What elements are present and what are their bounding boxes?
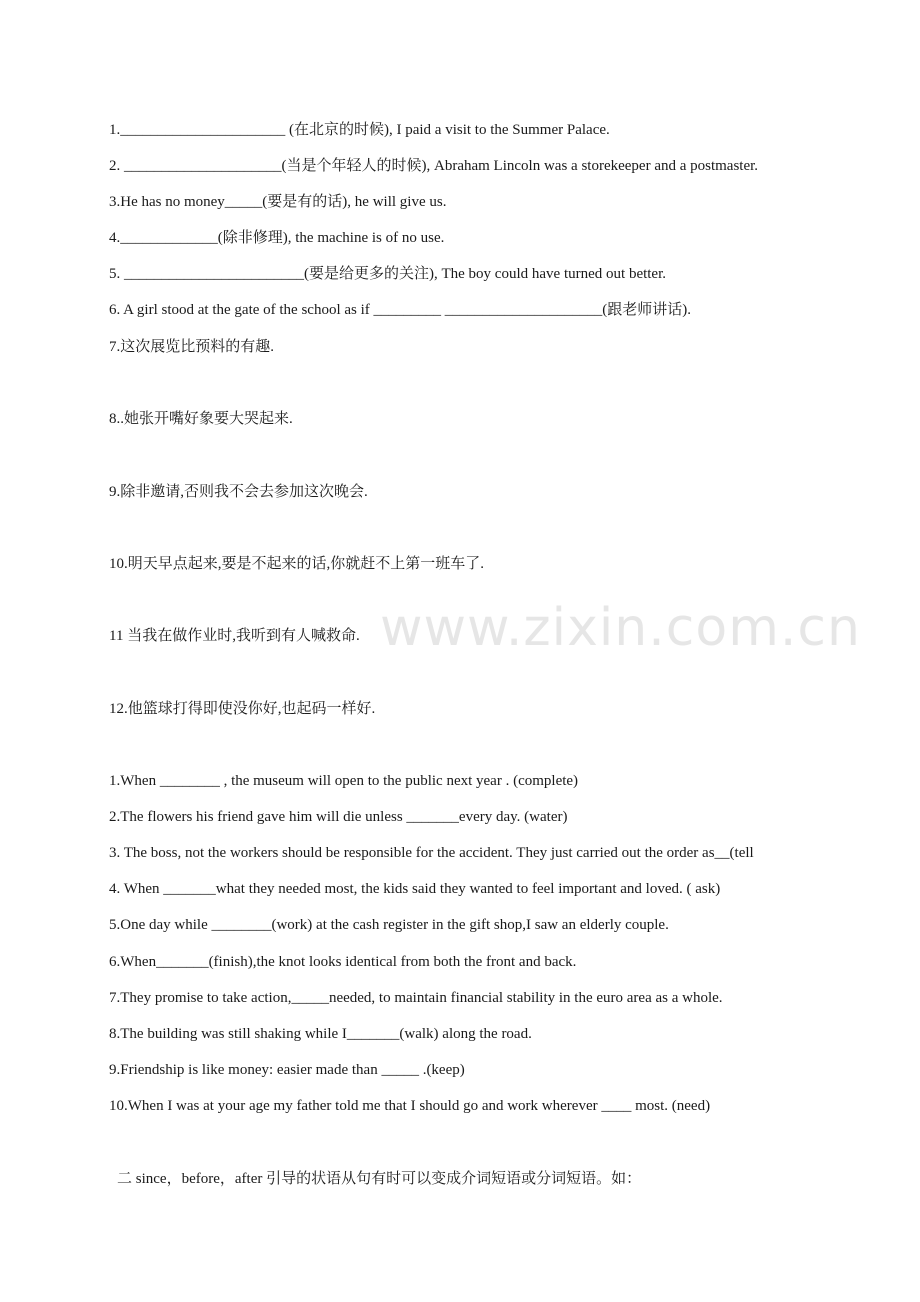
exercise-item: 9.除非邀请,否则我不会去参加这次晚会. [109, 484, 368, 500]
section-heading: 二 since，before，after 引导的状语从句有时可以变成介词短语或分词短语。如： [117, 1171, 642, 1187]
exercise-item: 2. _____________________(当是个年轻人的时候), Abraham Lincoln was a storekeeper and a postmaster. [109, 158, 759, 174]
exercise-item: 8.The building was still shaking while I_______(walk) along the road. [109, 1026, 532, 1042]
exercise-item: 6.When_______(finish),the knot looks identical from both the front and back. [109, 954, 577, 970]
exercise-item: 4. When _______what they needed most, the kids said they wanted to feel important and loved. ( ask) [109, 881, 721, 897]
exercise-item: 4._____________(除非修理), the machine is of no use. [109, 230, 445, 246]
exercise-item: 6. A girl stood at the gate of the school as if _________ _____________________(跟老师讲话). [109, 302, 692, 318]
exercise-item: 5. ________________________(要是给更多的关注), The boy could have turned out better. [109, 266, 667, 282]
exercise-item: 1.When ________ , the museum will open to the public next year . (complete) [109, 773, 579, 789]
exercise-item: 7.这次展览比预料的有趣. [109, 339, 275, 355]
exercise-item: 10.明天早点起来,要是不起来的话,你就赶不上第一班车了. [109, 556, 485, 572]
exercise-item: 11 当我在做作业时,我听到有人喊救命. [109, 628, 360, 644]
exercise-item: 3. The boss, not the workers should be responsible for the accident. They just carried out the order as__(tell [109, 845, 754, 861]
watermark: www.zixin.com.cn [380, 598, 861, 658]
exercise-item: 3.He has no money_____(要是有的话), he will give us. [109, 194, 447, 210]
exercise-item: 2.The flowers his friend gave him will die unless _______every day. (water) [109, 809, 568, 825]
exercise-item: 1.______________________ (在北京的时候), I paid a visit to the Summer Palace. [109, 122, 610, 138]
exercise-item: 10.When I was at your age my father told me that I should go and work wherever ____ most. (need) [109, 1098, 711, 1114]
exercise-item: 5.One day while ________(work) at the cash register in the gift shop,I saw an elderly couple. [109, 917, 669, 933]
exercise-item: 9.Friendship is like money: easier made than _____ .(keep) [109, 1062, 465, 1078]
exercise-item: 7.They promise to take action,_____needed, to maintain financial stability in the euro area as a whole. [109, 990, 723, 1006]
exercise-item: 8..她张开嘴好象要大哭起来. [109, 411, 293, 427]
exercise-item: 12.他篮球打得即使没你好,也起码一样好. [109, 701, 376, 717]
